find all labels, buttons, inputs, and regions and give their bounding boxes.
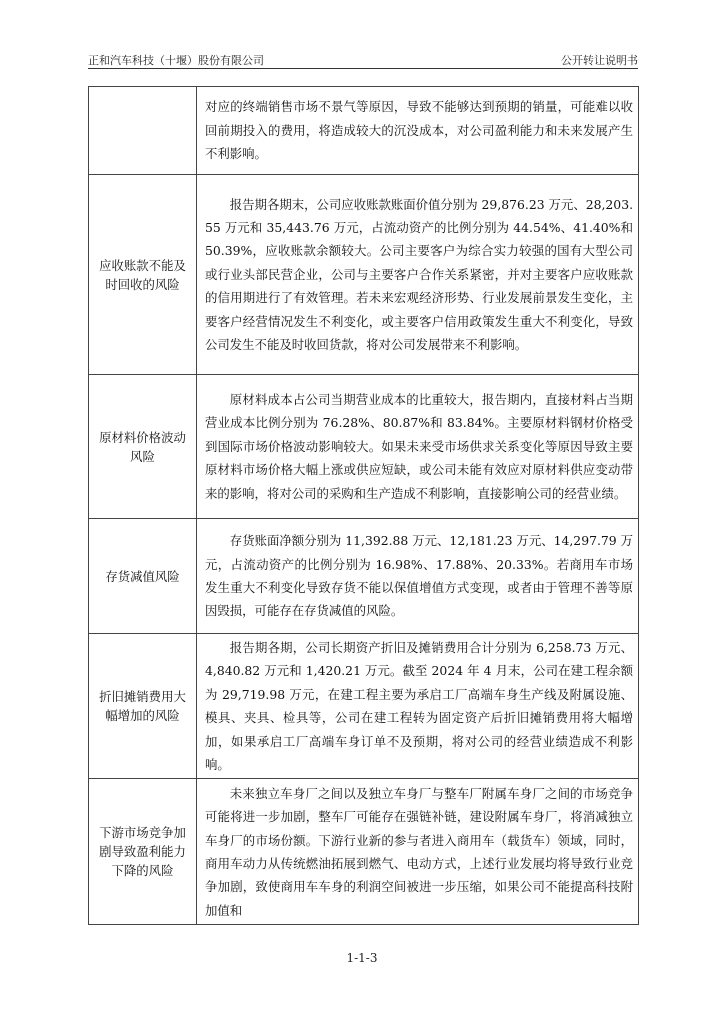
risk-description-text: 报告期各期末，公司应收账款账面价值分别为 29,876.23 万元、28,203.55 万元和 35,443.76 万元，占流动资产的比例分别为 44.54%、41.40%和 50.39%，应收账款余额较大。公司主要客户为综合实力较强的国有大型公司或行业头部民营企业，公司与主要客户合作关系紧密，并对主要客户应收账款的信用期进行了有效管理。若未来宏观经济形势、行业发展前景发生变化，主要客户经营情况发生不利变化，或主要客户信用政策发生重大不利变化，导致公司发生不能及时收回货款，将对公司发展带来不利影响。 [205, 196, 634, 353]
risk-description-cell [197, 519, 639, 634]
risk-description-text: 报告期各期，公司长期资产折旧及摊销费用合计分别为 6,258.73 万元、4,840.82 万元和 1,420.21 万元。截至 2024 年 4 月末，公司在建工程余额为 29,719.98 万元，在建工程主要为承启工厂高端车身生产线及附属设施、模具、夹具、检具等，公司在建工程转为固定资产后折旧摊销费用将大幅增加，如果承启工厂高端车身订单不及预期，将对公司的经营业绩造成不利影响。 [205, 640, 633, 773]
table-row [89, 779, 639, 925]
risk-description-text: 未来独立车身厂之间以及独立车身厂与整车厂附属车身厂之间的市场竞争可能将进一步加剧，整车厂可能存在强链补链，建设附属车身厂，将消减独立车身厂的市场份额。下游行业新的参与者进入商用车（载货车）领域，同时，商用车动力从传统燃油拓展到燃气、电动方式，上述行业发展均将导致行业竞争加剧，致使商用车车身的利润空间被进一步压缩，如果公司不能提高科技附加值和 [205, 785, 633, 918]
table-row [89, 375, 639, 519]
table-row [89, 634, 639, 779]
page-header [88, 52, 638, 68]
risk-description-cell [197, 175, 639, 375]
table-row [89, 519, 639, 634]
risk-name-cell [89, 87, 197, 175]
page-number: 1-1-3 [346, 951, 378, 965]
risk-name-cell: 原材料价格波动风险 [89, 375, 197, 519]
risk-description-cell [197, 634, 639, 779]
header-company-name: 正和汽车科技（十堰）股份有限公司 [88, 54, 264, 67]
risk-name-cell: 应收账款不能及时回收的风险 [89, 175, 197, 375]
table-row [89, 87, 639, 175]
risk-factor-table [88, 86, 639, 925]
risk-name-cell: 折旧摊销费用大幅增加的风险 [89, 634, 197, 779]
risk-description-cell [197, 779, 639, 925]
risk-description-cell [197, 375, 639, 519]
risk-description-text: 对应的终端销售市场不景气等原因，导致不能够达到预期的销量，可能难以收回前期投入的费用，将造成较大的沉没成本，对公司盈利能力和未来发展产生不利影响。 [205, 99, 633, 162]
risk-description-text: 存货账面净额分别为 11,392.88 万元、12,181.23 万元、14,297.79 万元，占流动资产的比例分别为 16.98%、17.88%、20.33%。若商用车市场发生重大不利变化导致存货不能以保值增值方式变现，或者由于管理不善等原因毁损，可能存在存货减值的风险。 [205, 533, 633, 619]
risk-description-cell [197, 87, 639, 175]
header-document-type: 公开转让说明书 [561, 54, 638, 67]
risk-name-cell: 存货减值风险 [89, 519, 197, 634]
header-rule [88, 68, 638, 69]
table-row [89, 175, 639, 375]
risk-name-cell: 下游市场竞争加剧导致盈利能力下降的风险 [89, 779, 197, 925]
risk-description-text: 原材料成本占公司当期营业成本的比重较大，报告期内，直接材料占当期营业成本比例分别为 76.28%、80.87%和 83.84%。主要原材料钢材价格受到国际市场价格波动影响较大。如果未来受市场供求关系变化等原因导致主要原材料市场价格大幅上涨或供应短缺，或公司未能有效应对原材料供应变动带来的影响，将对公司的采购和生产造成不利影响，直接影响公司的经营业绩。 [205, 391, 633, 501]
